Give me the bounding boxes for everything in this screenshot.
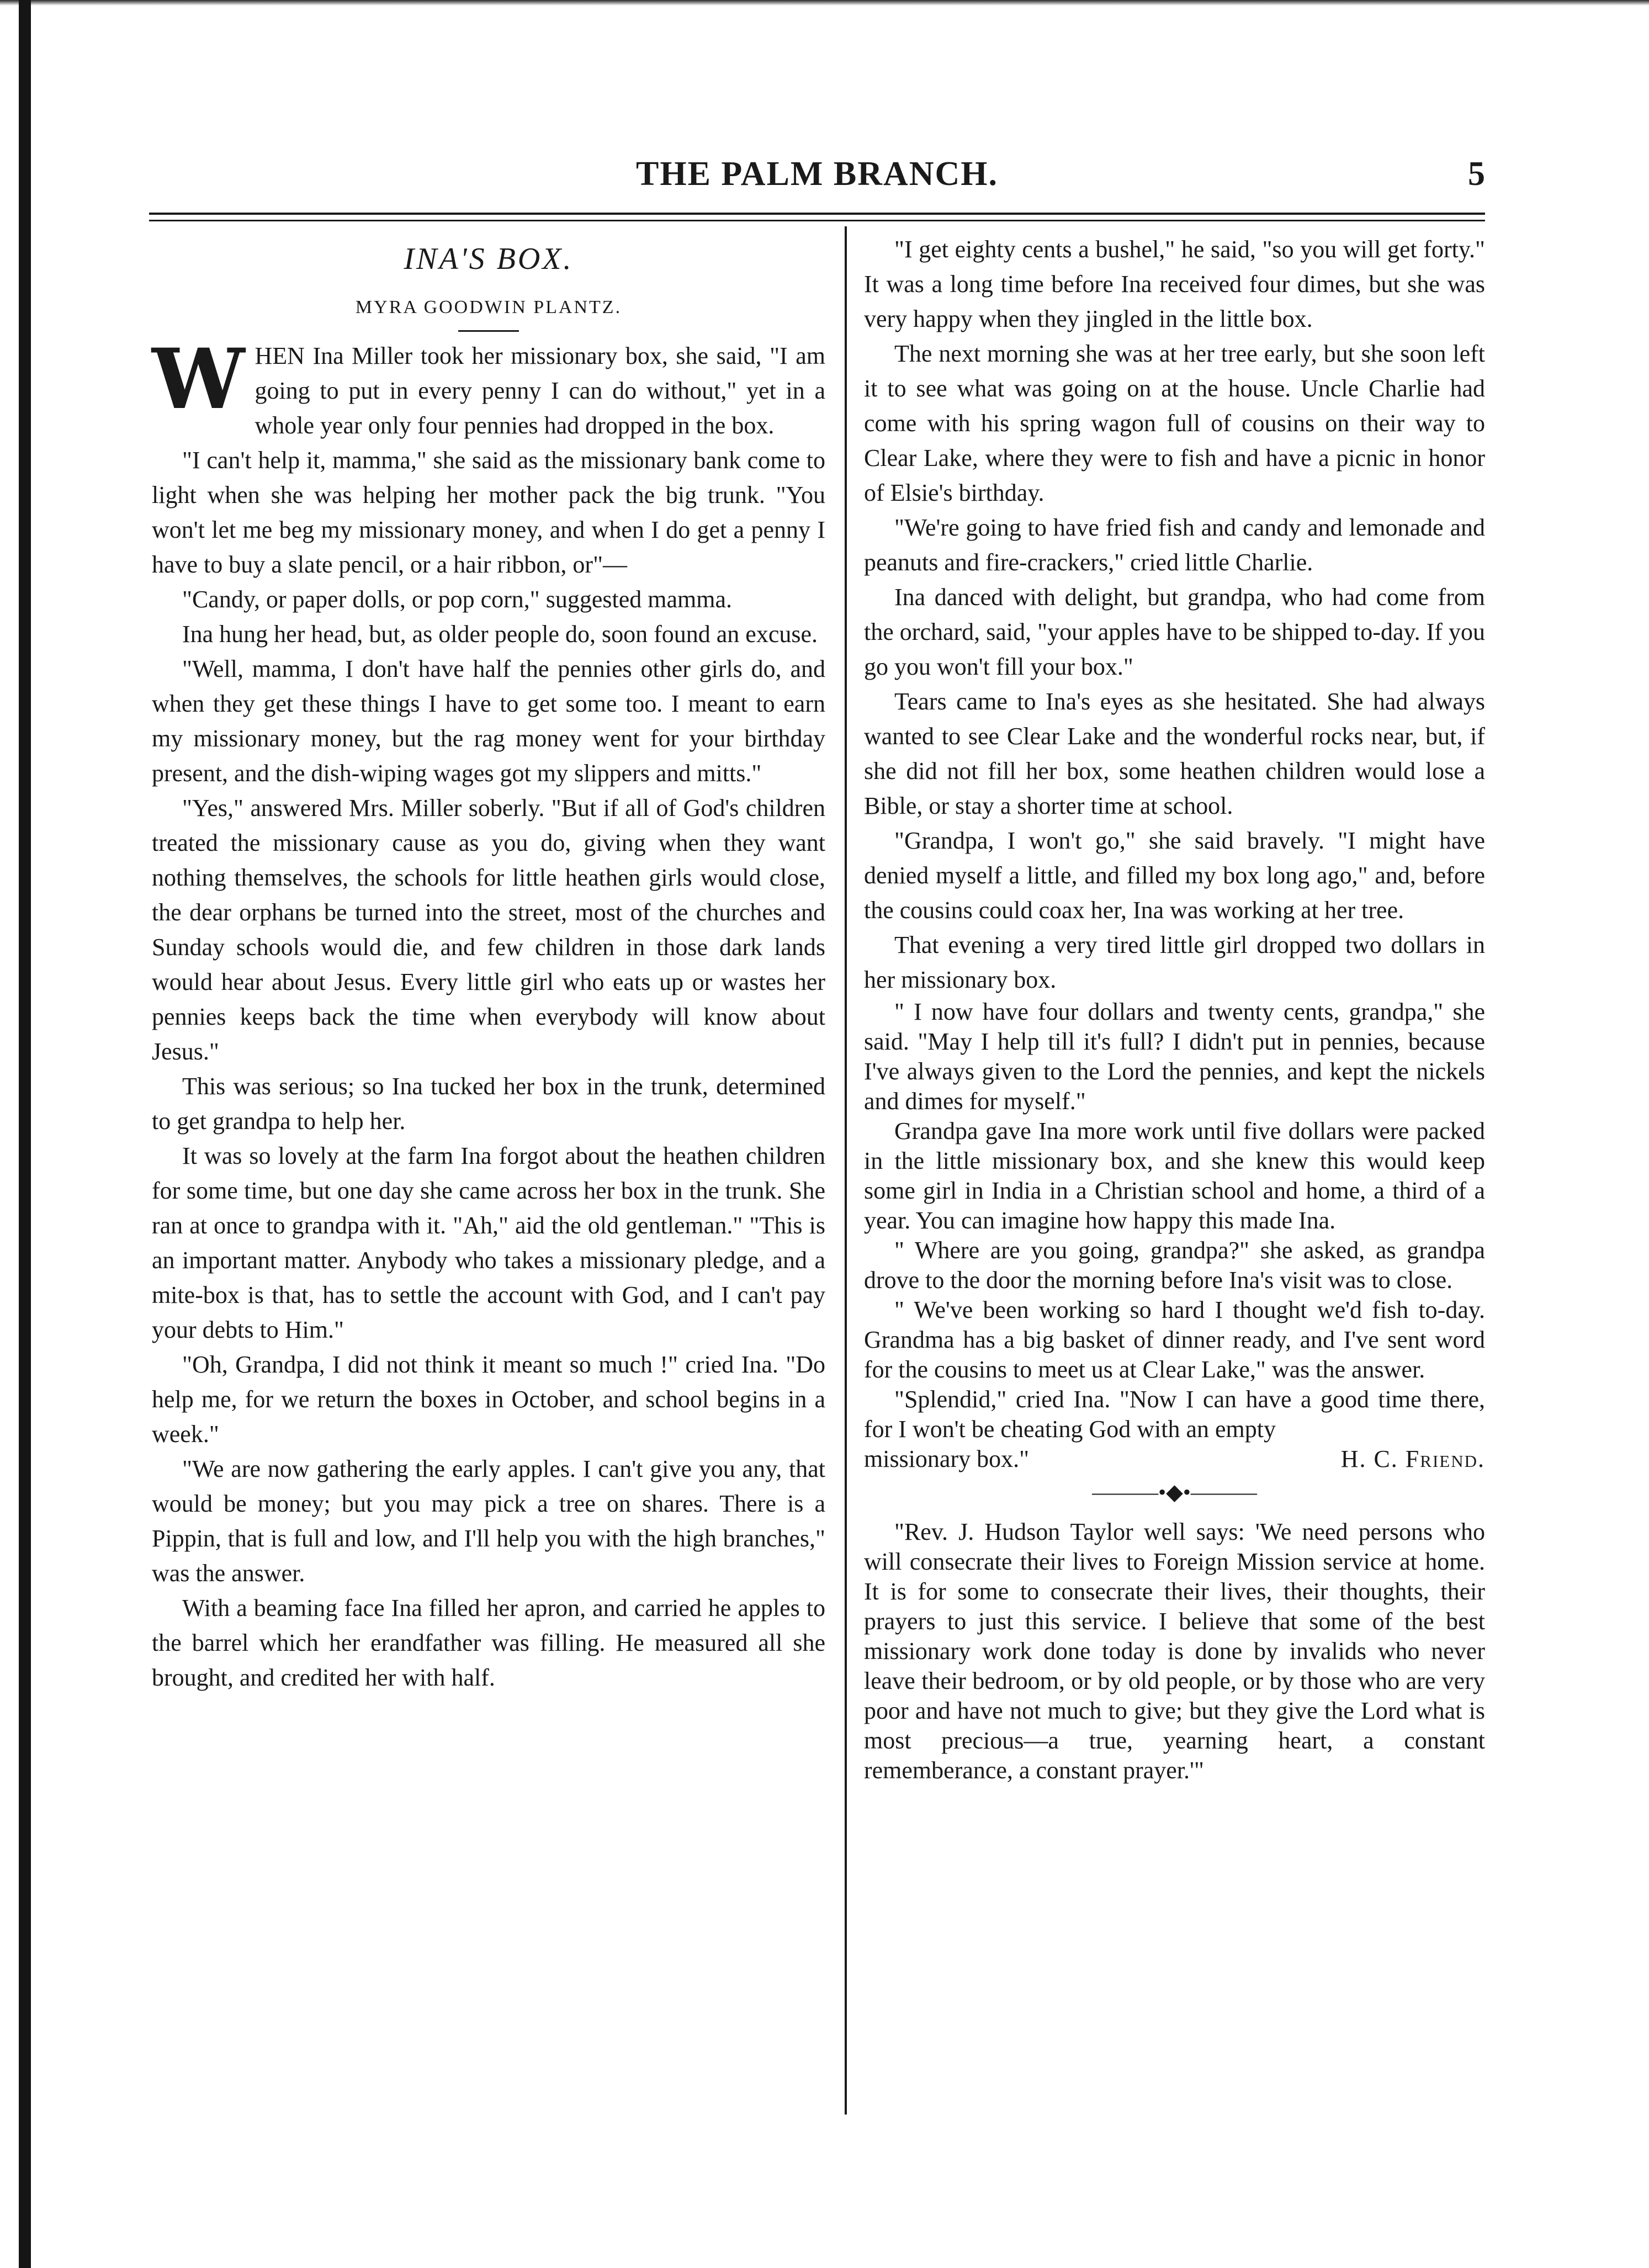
quote-paragraph: "Rev. J. Hudson Taylor well says: 'We need persons who will consecrate their lives to Foreign Mission service at home. It is for some to consecrate their lives, their thoughts, their prayers to just this service. I believe that some of the best missionary work done today is done by invalids who never leave their bedroom, or by old people, or by those who are very poor and have not much to give; but they give the Lord what is most precious—a true, yearning heart, a constant rememberance, a constant prayer.'" [864, 1518, 1485, 1784]
page-number: 5 [1468, 155, 1485, 193]
story-paragraph: "I can't help it, mamma," she said as the missionary bank come to light when she was helping her mother pack the big trunk. "You won't let me beg my missionary money, and when I do get a penny I have to buy a slate pencil, or a hair ribbon, or"— [152, 447, 825, 578]
story-paragraph: Grandpa gave Ina more work until five dollars were packed in the little missionary box, and she knew this would keep some girl in India in a Christian school and home, a third of a year. You can imagine how happy this made Ina. [864, 1117, 1485, 1234]
story-paragraph: " I now have four dollars and twenty cents, grandpa," she said. "May I help till it's full? I didn't put in pennies, because I've always given to the Lord the pennies, and kept the nickels and dimes for myself." [864, 998, 1485, 1115]
story-paragraph: "Oh, Grandpa, I did not think it meant so much !" cried Ina. "Do help me, for we return the boxes in October, and school begins in a week." [152, 1351, 825, 1448]
header-rule-thick [149, 213, 1485, 215]
story-paragraph: Tears came to Ina's eyes as she hesitated. She had always wanted to see Clear Lake and the wonderful rocks near, but, if she did not fill her box, some heathen children would lose a Bible, or stay a shorter time at school. [864, 688, 1485, 819]
story-paragraph: HEN Ina Miller took her missionary box, she said, "I am going to put in every penny I can do without," yet in a whole year only four pennies had dropped in the box. [254, 342, 825, 439]
story-paragraph: "Candy, or paper dolls, or pop corn," suggested mamma. [182, 586, 732, 613]
right-column [864, 232, 1485, 1785]
author-signature: H. C. Friend. [1340, 1445, 1485, 1472]
byline-rule [458, 330, 519, 332]
story-paragraph: "Well, mamma, I don't have half the pennies other girls do, and when they get these things I have to get some too. I meant to earn my missionary money, but the rag money went for your birthday present, and the dish-wiping wages got my slippers and mitts." [152, 655, 825, 787]
column-divider [845, 226, 847, 2115]
signature-line-text: missionary box." [864, 1445, 1030, 1472]
story-paragraph: Ina danced with delight, but grandpa, who had come from the orchard, said, "your apples have to be shipped to-day. If you go you won't fill your box." [864, 584, 1485, 680]
story-paragraph: "We are now gathering the early apples. I can't give you any, that would be money; but you may pick a tree on shares. There is a Pippin, that is full and low, and I'll help you with the high branches," was the answer. [152, 1455, 825, 1587]
header-rule-thin [149, 220, 1485, 221]
section-ornament: ———•◆•——— [1092, 1480, 1257, 1504]
story-paragraph: " We've been working so hard I thought we'd fish to-day. Grandma has a big basket of dinner ready, and I've sent word for the cousins to meet us at Clear Lake," was the answer. [864, 1296, 1485, 1383]
story-paragraph: "We're going to have fried fish and candy and lemonade and peanuts and fire-crackers," cried little Charlie. [864, 514, 1485, 576]
story-paragraph: "Grandpa, I won't go," she said bravely. "I might have denied myself a little, and filled my box long ago," and, before the cousins could coax her, Ina was working at her tree. [864, 827, 1485, 924]
running-title: THE PALM BRANCH. [635, 155, 999, 193]
story-paragraph: With a beaming face Ina filled her apron, and carried he apples to the barrel which her erandfather was filling. He measured all she brought, and credited her with half. [152, 1594, 825, 1691]
story-paragraph: It was so lovely at the farm Ina forgot about the heathen children for some time, but one day she came across her box in the trunk. She ran at once to grandpa with it. "Ah," aid the old gentleman." "This is an important matter. Anybody who takes a missionary pledge, and a mite-box is that, has to settle the account with God, and I can't pay your debts to Him." [152, 1142, 825, 1343]
page-top-edge [0, 0, 1649, 6]
story-paragraph: The next morning she was at her tree early, but she soon left it to see what was going on at the house. Uncle Charlie had come with his spring wagon full of cousins on their way to Clear Lake, where they were to fish and have a picnic in honor of Elsie's birthday. [864, 340, 1485, 506]
story-paragraph: "I get eighty cents a bushel," he said, "so you will get forty." It was a long time before Ina received four dimes, but she was very happy when they jingled in the little box. [864, 236, 1485, 332]
signature-line [864, 1444, 1485, 1474]
story-paragraph: " Where are you going, grandpa?" she asked, as grandpa drove to the door the morning before Ina's visit was to close. [864, 1237, 1485, 1294]
story-paragraph: "Splendid," cried Ina. "Now I can have a good time there, for I won't be cheating God with an empty [864, 1386, 1485, 1443]
story-paragraph: This was serious; so Ina tucked her box in the trunk, determined to get grandpa to help her. [152, 1073, 825, 1135]
story-paragraph: Ina hung her head, but, as older people do, soon found an excuse. [182, 621, 818, 648]
story-paragraph: "Yes," answered Mrs. Miller soberly. "But if all of God's children treated the missionary cause as you do, giving when they want nothing themselves, the schools for little heathen girls would close, the dear orphans be turned into the street, most of the churches and Sunday schools would die, and few children in those dark lands would hear about Jesus. Every little girl who eats up or wastes her pennies keeps back the time when everybody will know about Jesus." [152, 794, 825, 1065]
story-title: INA'S BOX. [404, 242, 574, 276]
story-byline: MYRA GOODWIN PLANTZ. [355, 297, 622, 317]
left-column [152, 232, 825, 1695]
page-header [149, 155, 1485, 204]
binding-strip [19, 0, 31, 2268]
drop-cap: W [152, 331, 245, 428]
story-paragraph: That evening a very tired little girl dropped two dollars in her missionary box. [864, 931, 1485, 993]
